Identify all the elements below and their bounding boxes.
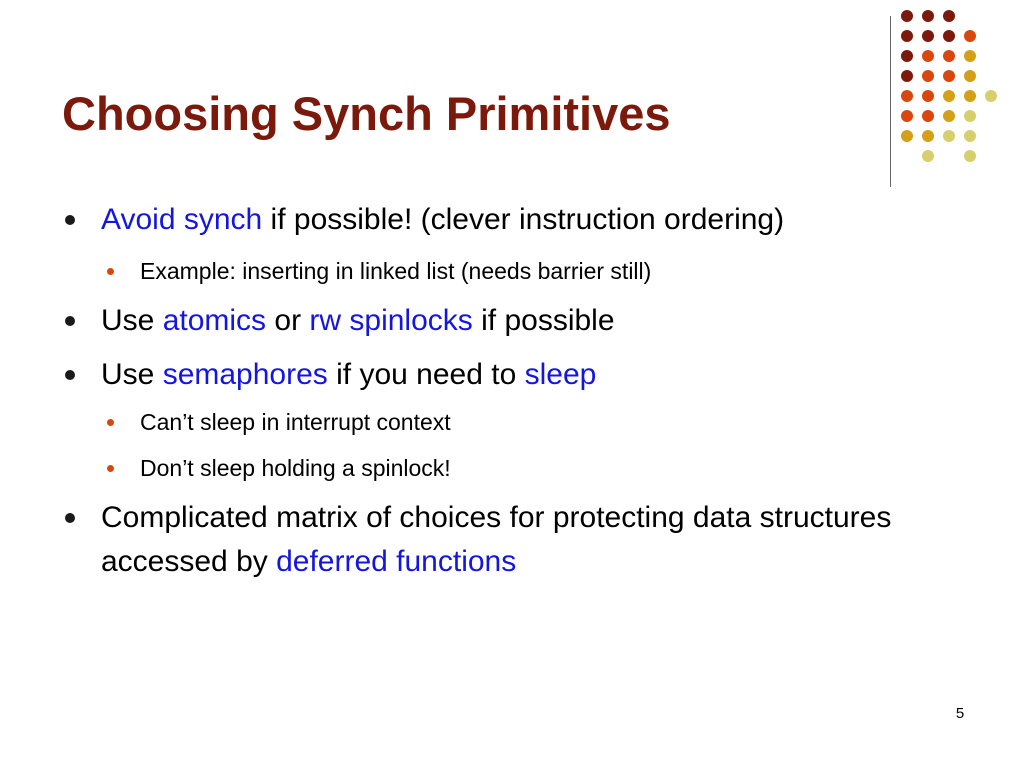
decorative-dot	[964, 110, 976, 122]
bullet-text: Complicated matrix of choices for protecting data structures accessed by	[101, 501, 892, 578]
title-divider-line	[890, 16, 891, 187]
decorative-dot	[964, 50, 976, 62]
decorative-dot	[943, 50, 955, 62]
bullet-text: Example: inserting in linked list (needs barrier still)	[140, 258, 652, 284]
bullet-text: if possible! (clever instruction ordering)	[262, 203, 785, 236]
bullet-text: Can’t sleep in interrupt context	[140, 409, 451, 435]
decorative-dot	[922, 110, 934, 122]
page-number: 5	[955, 705, 965, 722]
decorative-dot	[922, 30, 934, 42]
slide-title: Choosing Synch Primitives	[62, 87, 671, 140]
bullet-marker	[65, 513, 75, 523]
highlighted-term: sleep	[524, 358, 597, 391]
decorative-dot	[901, 90, 913, 102]
bullet-item	[101, 496, 931, 584]
bullet-item	[101, 198, 784, 242]
decorative-dot	[964, 70, 976, 82]
bullet-marker	[65, 316, 75, 326]
highlighted-term: Avoid synch	[101, 203, 263, 236]
bullet-item	[101, 299, 615, 343]
sub-bullet-item	[140, 408, 451, 436]
sub-bullet-marker	[107, 268, 114, 275]
decorative-dot	[943, 110, 955, 122]
decorative-dot	[943, 70, 955, 82]
decorative-dot	[943, 130, 955, 142]
bullet-marker	[65, 215, 75, 225]
decorative-dot	[922, 150, 934, 162]
decorative-dot	[901, 130, 913, 142]
bullet-text: or	[266, 304, 310, 337]
highlighted-term: rw spinlocks	[309, 304, 473, 337]
sub-bullet-item	[140, 454, 451, 482]
decorative-dot	[922, 130, 934, 142]
bullet-item	[101, 353, 596, 397]
highlighted-term: atomics	[162, 304, 267, 337]
sub-bullet-marker	[107, 465, 114, 472]
decorative-dot	[943, 90, 955, 102]
decorative-dot	[901, 70, 913, 82]
decorative-dot	[964, 90, 976, 102]
decorative-dot	[922, 50, 934, 62]
decorative-dot	[985, 90, 997, 102]
decorative-dot	[922, 90, 934, 102]
decorative-dot	[964, 30, 976, 42]
decorative-dot	[964, 150, 976, 162]
bullet-text: if possible	[472, 304, 615, 337]
decorative-dot	[901, 10, 913, 22]
decorative-dot	[943, 10, 955, 22]
dot-grid-decoration	[905, 10, 1015, 170]
decorative-dot	[943, 30, 955, 42]
highlighted-term: deferred functions	[276, 545, 517, 578]
bullet-text: Use	[101, 358, 163, 391]
decorative-dot	[901, 50, 913, 62]
decorative-dot	[922, 10, 934, 22]
sub-bullet-marker	[107, 419, 114, 426]
sub-bullet-item	[140, 257, 651, 285]
bullet-text: if you need to	[327, 358, 525, 391]
highlighted-term: semaphores	[162, 358, 328, 391]
bullet-marker	[65, 370, 75, 380]
bullet-text: Don’t sleep holding a spinlock!	[140, 455, 451, 481]
decorative-dot	[901, 110, 913, 122]
decorative-dot	[964, 130, 976, 142]
decorative-dot	[901, 30, 913, 42]
bullet-text: Use	[101, 304, 163, 337]
decorative-dot	[922, 70, 934, 82]
